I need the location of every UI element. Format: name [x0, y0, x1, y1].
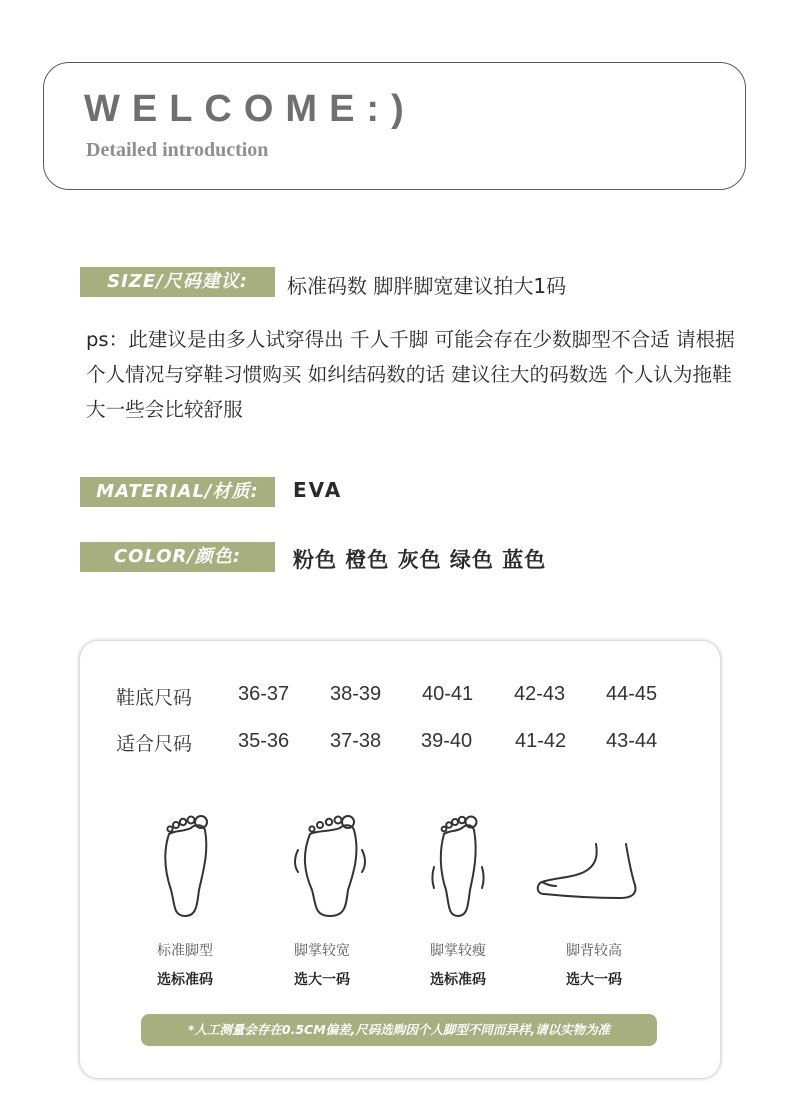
wide-foot-icon: [290, 812, 370, 922]
material-value: EVA: [293, 478, 343, 502]
normal-foot-icon: [155, 812, 215, 922]
foot-label: 脚掌较瘦: [430, 943, 486, 959]
measurement-note: *人工测量会存在0.5CM偏差,尺码选购因个人脚型不同而异样,请以实物为准: [141, 1014, 657, 1046]
thin-foot-icon: [428, 812, 488, 922]
fit-size-cell: 43-44: [606, 730, 658, 752]
size-tag: SIZE/尺码建议:: [80, 267, 275, 297]
sole-size-cell: 42-43: [514, 683, 566, 705]
foot-label: 脚背较高: [566, 943, 622, 959]
color-value: 粉色 橙色 灰色 绿色 蓝色: [293, 548, 547, 572]
welcome-title: WELCOME:): [84, 88, 416, 130]
row-label-fit-size: 适合尺码: [116, 733, 193, 755]
fit-size-cell: 37-38: [330, 730, 382, 752]
fit-size-cell: 39-40: [421, 730, 473, 752]
foot-advice: 选大一码: [566, 972, 622, 988]
row-label-sole-size: 鞋底尺码: [116, 687, 193, 709]
foot-advice: 选大一码: [294, 972, 350, 988]
sole-size-cell: 36-37: [238, 683, 290, 705]
high-instep-foot-icon: [534, 838, 644, 908]
size-note: ps：此建议是由多人试穿得出 千人千脚 可能会存在少数脚型不合适 请根据个人情况与穿鞋习惯购买 如纠结码数的话 建议往大的码数选 个人认为拖鞋大一些会比较舒服: [86, 328, 735, 421]
fit-size-cell: 41-42: [515, 730, 567, 752]
foot-label: 标准脚型: [157, 943, 213, 959]
sole-size-cell: 44-45: [606, 683, 658, 705]
foot-advice: 选标准码: [430, 972, 486, 988]
fit-size-cell: 35-36: [238, 730, 290, 752]
sole-size-cell: 38-39: [330, 683, 382, 705]
sole-size-cell: 40-41: [422, 683, 474, 705]
color-tag: COLOR/颜色:: [80, 542, 275, 572]
size-value: 标准码数 脚胖脚宽建议拍大1码: [287, 274, 567, 298]
foot-advice: 选标准码: [157, 972, 213, 988]
material-tag: MATERIAL/材质:: [80, 477, 275, 507]
welcome-subtitle: Detailed introduction: [86, 139, 269, 161]
foot-label: 脚掌较宽: [294, 943, 350, 959]
